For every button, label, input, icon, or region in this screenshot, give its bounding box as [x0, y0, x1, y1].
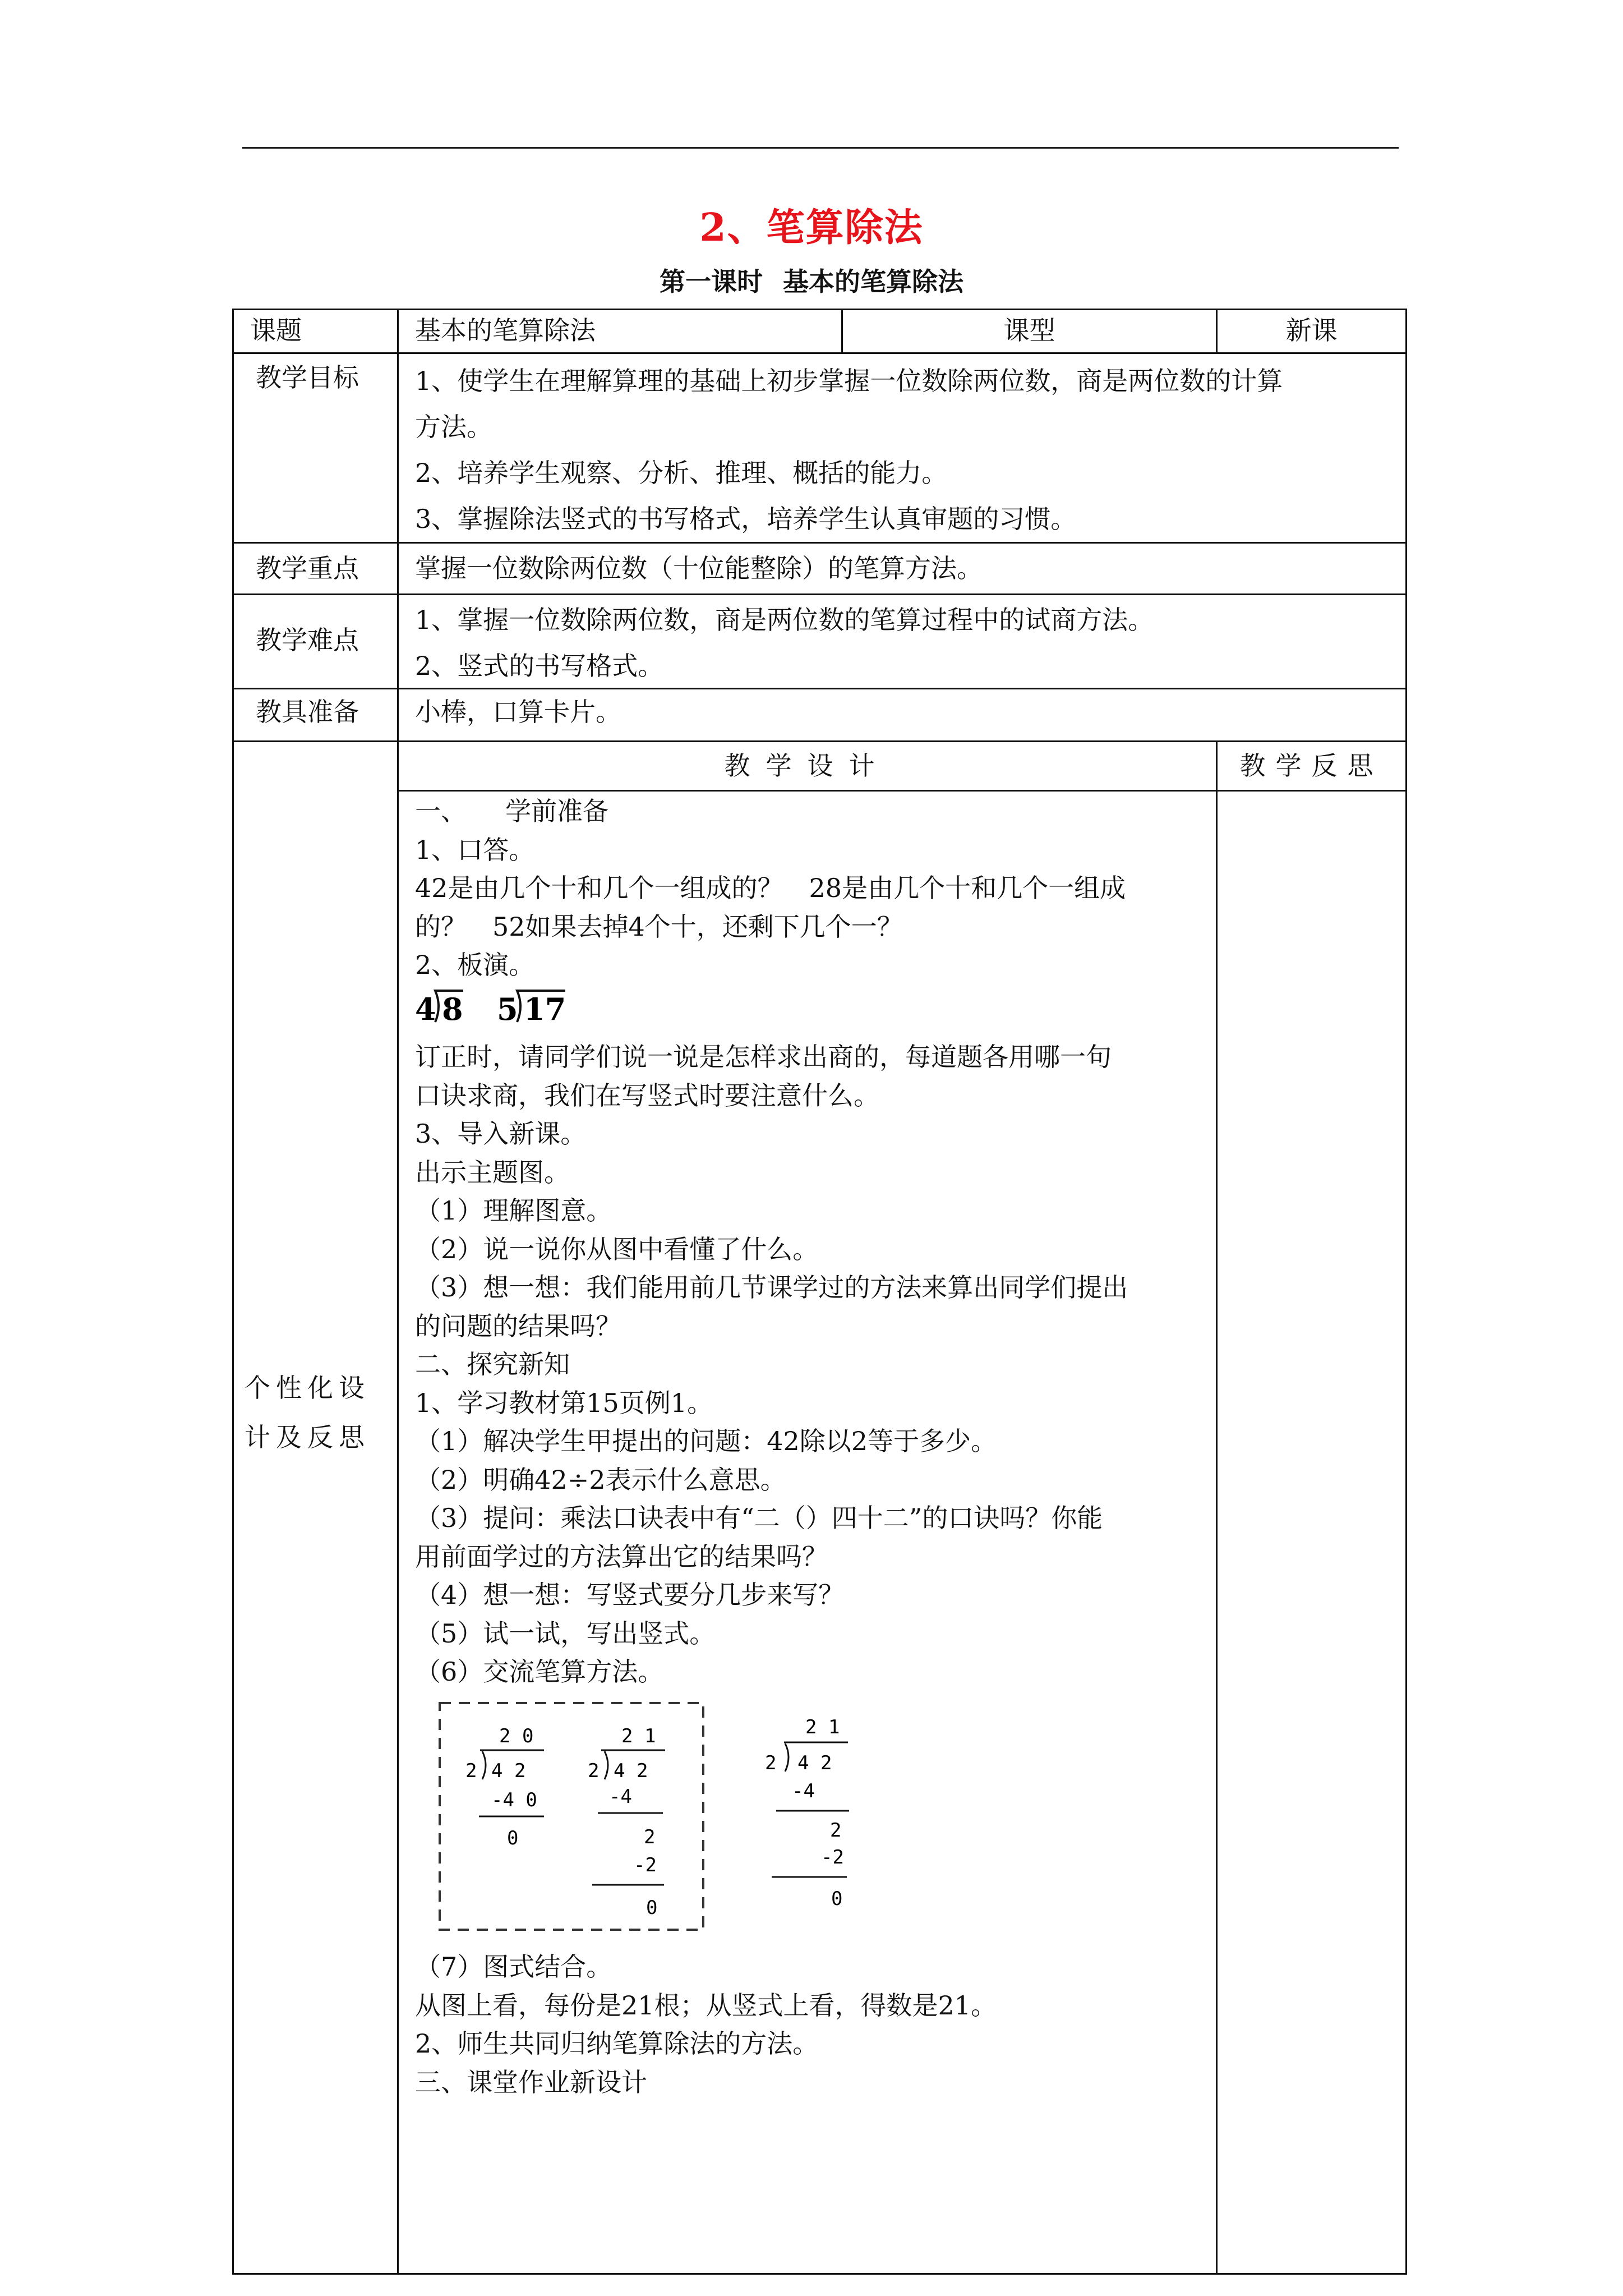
document-subtitle	[0, 261, 1623, 298]
table-border-left	[232, 309, 234, 2275]
design-line: （5）试一试，写出竖式。	[415, 1618, 716, 1649]
table-row-divider	[232, 542, 1407, 544]
division-bracket	[605, 1751, 608, 1779]
subject-label: 课题	[250, 315, 302, 346]
subtrahend-b2: -2	[634, 1854, 657, 1876]
dividend-c: 4 2	[797, 1752, 832, 1774]
design-line: （3）提问：乘法口诀表中有“二（）四十二”的口诀吗？你能	[415, 1503, 1103, 1533]
design-line: 用前面学过的方法算出它的结果吗？	[415, 1541, 828, 1572]
table-border-bottom	[232, 2273, 1407, 2275]
design-header: 教学设计	[724, 751, 891, 781]
design-line: 三、课堂作业新设计	[415, 2067, 647, 2097]
design-line: （2）说一说你从图中看懂了什么。	[415, 1234, 819, 1264]
quotient-a: 2 0	[499, 1725, 534, 1747]
design-line: （6）交流笔算方法。	[415, 1657, 664, 1687]
design-line: （1）理解图意。	[415, 1195, 612, 1226]
board-dividend: 17	[524, 991, 566, 1027]
key-points-value: 掌握一位数除两位数（十位能整除）的笔算方法。	[415, 553, 983, 583]
difficulties-label: 教学难点	[256, 625, 359, 655]
subtrahend-c2: -2	[821, 1846, 844, 1869]
header-rule	[242, 147, 1399, 149]
divisor-b: 2	[588, 1760, 600, 1782]
partial-c: 2	[830, 1819, 842, 1842]
design-line: 2、师生共同归纳笔算除法的方法。	[415, 2028, 819, 2059]
materials-value: 小棒，口算卡片。	[415, 697, 621, 727]
long-division-diagram	[432, 1694, 864, 1941]
design-line: 1、学习教材第15页例1。	[415, 1387, 713, 1418]
design-content	[415, 1038, 1211, 1691]
table-row-divider	[232, 352, 1407, 354]
reflection-header: 教学反思	[1239, 751, 1384, 781]
subtrahend-c1: -4	[792, 1780, 815, 1802]
design-line: 从图上看，每份是21根；从竖式上看，得数是21。	[415, 1990, 997, 2021]
lesson-type-value: 新课	[1285, 315, 1338, 346]
remainder-a: 0	[507, 1827, 519, 1849]
design-content	[415, 792, 1211, 984]
divisor-c: 2	[765, 1752, 777, 1774]
partial-b: 2	[644, 1826, 656, 1848]
quotient-b: 2 1	[621, 1725, 656, 1747]
board-work-divisions	[413, 983, 581, 1033]
design-line: 出示主题图。	[415, 1157, 570, 1188]
division-a	[465, 1725, 544, 1849]
table-col-divider	[1216, 740, 1218, 2275]
quotient-c: 2 1	[805, 1716, 840, 1738]
board-divisor: 4	[415, 991, 436, 1027]
subtitle-topic: 基本的笔算除法	[783, 266, 963, 297]
objective-line: 3、掌握除法竖式的书写格式，培养学生认真审题的习惯。	[415, 504, 1077, 534]
design-line: 一、 学前准备	[415, 796, 608, 826]
design-line: （2）明确42÷2表示什么意思。	[415, 1464, 786, 1495]
objectives-label: 教学目标	[256, 362, 359, 393]
divisor-a: 2	[465, 1760, 477, 1782]
board-dividend: 8	[442, 991, 463, 1027]
division-bracket	[785, 1743, 789, 1772]
side-label-line: 个性化设	[245, 1373, 370, 1403]
subtrahend-b1: -4	[609, 1786, 632, 1808]
table-row-divider	[232, 740, 1407, 742]
objectives-content	[415, 358, 1402, 542]
table-border-top	[232, 309, 1407, 310]
subject-value: 基本的笔算除法	[415, 315, 596, 346]
division-b	[588, 1725, 665, 1919]
design-line: （1）解决学生甲提出的问题：42除以2等于多少。	[415, 1426, 997, 1456]
document-title: 2、笔算除法	[699, 205, 924, 250]
board-divisor: 5	[497, 991, 518, 1027]
subtitle-lesson: 第一课时	[660, 266, 763, 297]
design-line: 的？ 52如果去掉4个十，还剩下几个一？	[415, 911, 903, 942]
division-bracket	[482, 1751, 486, 1779]
design-line: 口诀求商，我们在写竖式时要注意什么。	[415, 1080, 879, 1111]
subtrahend-a: -4 0	[491, 1789, 537, 1811]
objective-line: 方法。	[415, 412, 492, 442]
design-line: 的问题的结果吗？	[415, 1310, 621, 1341]
table-border-right	[1405, 309, 1407, 2275]
design-line: （3）想一想：我们能用前几节课学过的方法来算出同学们提出	[415, 1272, 1128, 1303]
difficulties-content	[415, 597, 1154, 689]
design-line: 2、板演。	[415, 950, 535, 980]
design-header-divider	[397, 790, 1407, 792]
materials-label: 教具准备	[256, 697, 359, 727]
lesson-type-label: 课型	[1003, 315, 1055, 346]
design-line: 1、口答。	[415, 834, 535, 865]
dividend-a: 4 2	[491, 1760, 526, 1782]
design-line: 订正时，请同学们说一说是怎样求出商的，每道题各用哪一句	[415, 1042, 1112, 1072]
difficulty-line: 2、竖式的书写格式。	[415, 651, 664, 681]
design-content	[415, 1948, 1211, 2101]
table-row-divider	[232, 593, 1407, 595]
design-line: （7）图式结合。	[415, 1952, 612, 1982]
remainder-b: 0	[646, 1897, 658, 1919]
objective-line: 1、使学生在理解算理的基础上初步掌握一位数除两位数，商是两位数的计算	[415, 366, 1283, 396]
remainder-c: 0	[831, 1888, 843, 1910]
table-col-divider	[397, 309, 399, 2275]
design-side-label	[245, 1363, 390, 1462]
side-label-line: 计及反思	[245, 1422, 370, 1452]
division-c	[765, 1716, 849, 1910]
design-line: 二、探究新知	[415, 1349, 570, 1379]
difficulty-line: 1、掌握一位数除两位数，商是两位数的笔算过程中的试商方法。	[415, 605, 1154, 635]
design-line: 42是由几个十和几个一组成的？ 28是由几个十和几个一组成	[415, 873, 1126, 903]
design-line: （4）想一想：写竖式要分几步来写？	[415, 1580, 845, 1610]
dividend-b: 4 2	[614, 1760, 648, 1782]
objective-line: 2、培养学生观察、分析、推理、概括的能力。	[415, 458, 948, 488]
design-line: 3、导入新课。	[415, 1119, 587, 1149]
key-points-label: 教学重点	[256, 553, 359, 583]
